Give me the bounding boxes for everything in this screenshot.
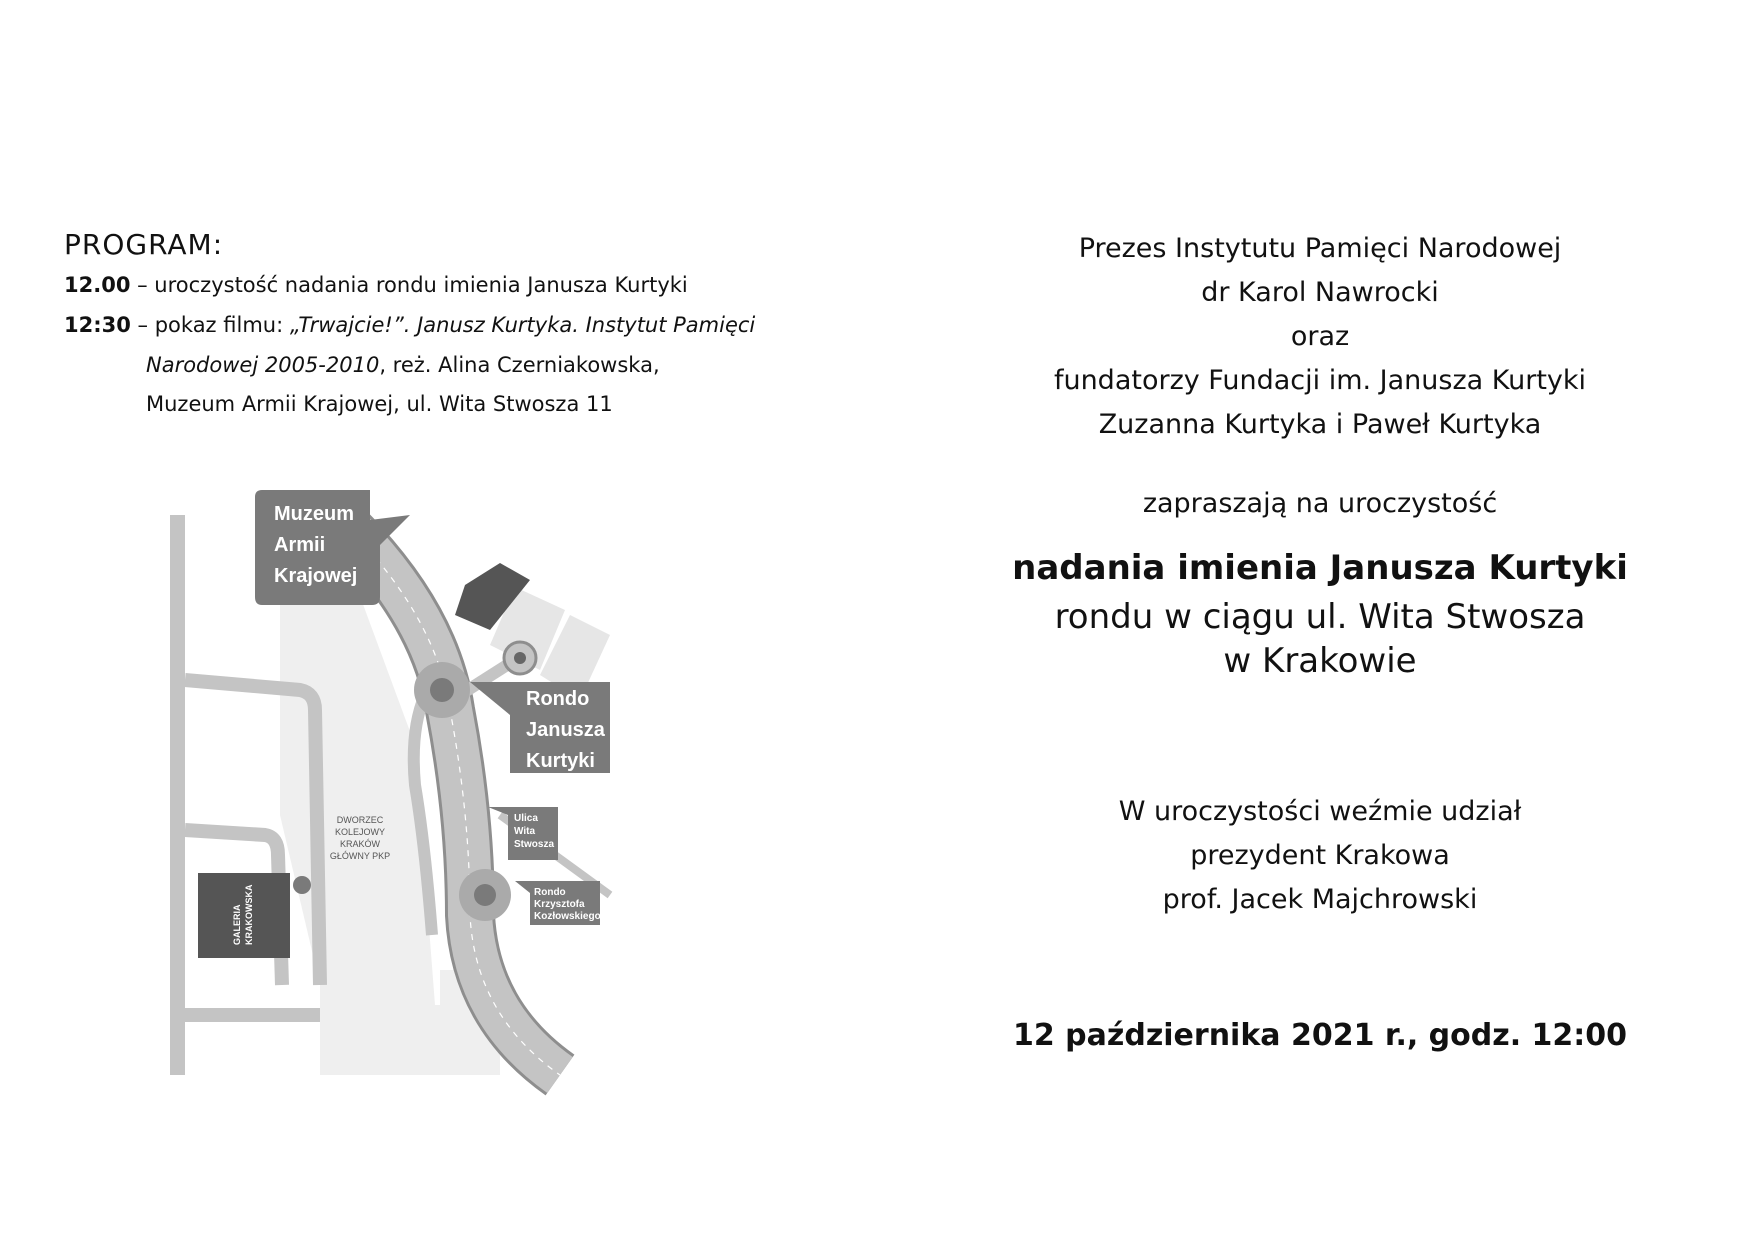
inviter-line-4: fundatorzy Fundacji im. Janusza Kurtyki: [1053, 365, 1587, 396]
ceremony-title-line2: rondu w ciągu ul. Wita Stwosza: [1054, 597, 1586, 637]
participation-line-2: prezydent Krakowa: [1190, 840, 1450, 871]
road-left: [170, 515, 185, 1075]
participation-line-3: prof. Jacek Majchrowski: [1162, 884, 1478, 915]
program-item-2-film-title: „Trwajcie!”. Janusz Kurtyka. Instytut Pamięci: [289, 313, 756, 337]
program-item-1: [64, 273, 688, 297]
inviter-line-2: dr Karol Nawrocki: [1201, 277, 1439, 308]
rondo-kozlowskiego-center: [474, 884, 496, 906]
station-label-3: KRAKÓW: [339, 839, 381, 849]
station-label-1: DWORZEC: [336, 815, 384, 825]
program-item-2-cont2: Muzeum Armii Krajowej, ul. Wita Stwosza 11: [146, 392, 613, 416]
rondo-tag-line1: Rondo: [526, 688, 590, 710]
program-item-1-time: 12.00: [64, 273, 131, 297]
location-map: [170, 503, 690, 1075]
program-item-2-cont1: [146, 353, 660, 377]
rondo2-tag-line1: Rondo: [534, 887, 566, 898]
inviter-line-5: Zuzanna Kurtyka i Paweł Kurtyka: [1098, 409, 1542, 440]
rondo-kurtyki-center: [430, 678, 454, 702]
program-item-2-cont1-plain: , reż. Alina Czerniakowska,: [379, 353, 660, 377]
station-label-2: KOLEJOWY: [334, 827, 386, 837]
station-label-4: GŁÓWNY PKP: [329, 851, 391, 861]
program-item-2: [64, 313, 755, 337]
program-heading: PROGRAM:: [64, 228, 224, 261]
rondo2-tag-line3: Kozłowskiego: [534, 911, 601, 922]
galeria-label-2: KRAKOWSKA: [244, 884, 254, 945]
invitation-block: [960, 0, 1680, 1243]
left-roundabout: [293, 876, 311, 894]
small-roundabout-center: [514, 652, 526, 664]
participation-line-1: W uroczystości weźmie udział: [1118, 796, 1522, 827]
inviter-line-1: Prezes Instytutu Pamięci Narodowej: [1078, 233, 1562, 264]
rondo-tag-line3: Kurtyki: [526, 750, 595, 772]
program-item-1-text: – uroczystość nadania rondu imienia Janusza Kurtyki: [137, 273, 688, 297]
rondo2-tag-line2: Krzysztofa: [534, 899, 585, 910]
event-date: 12 października 2021 r., godz. 12:00: [1012, 1018, 1628, 1053]
program-item-2-cont1-italic: Narodowej 2005-2010: [146, 353, 380, 377]
ceremony-title-line3: w Krakowie: [1223, 641, 1417, 681]
ceremony-title: nadania imienia Janusza Kurtyki: [1012, 548, 1628, 588]
rondo-tag-line2: Janusza: [526, 719, 605, 741]
invite-line: zapraszają na uroczystość: [1142, 488, 1498, 519]
ulica-tag-line2: Wita: [514, 826, 536, 837]
museum-tag-line1: Muzeum: [274, 503, 354, 525]
program-item-2-time: 12:30: [64, 313, 131, 337]
program-item-2-text: – pokaz filmu:: [137, 313, 290, 337]
museum-tag-line3: Krajowej: [274, 565, 358, 587]
ulica-tag-line1: Ulica: [514, 813, 538, 824]
museum-tag-line2: Armii: [274, 534, 326, 556]
inviter-line-3: oraz: [1290, 321, 1350, 352]
ulica-tag-line3: Stwosza: [514, 839, 555, 850]
galeria-label-1: GALERIA: [232, 904, 242, 945]
